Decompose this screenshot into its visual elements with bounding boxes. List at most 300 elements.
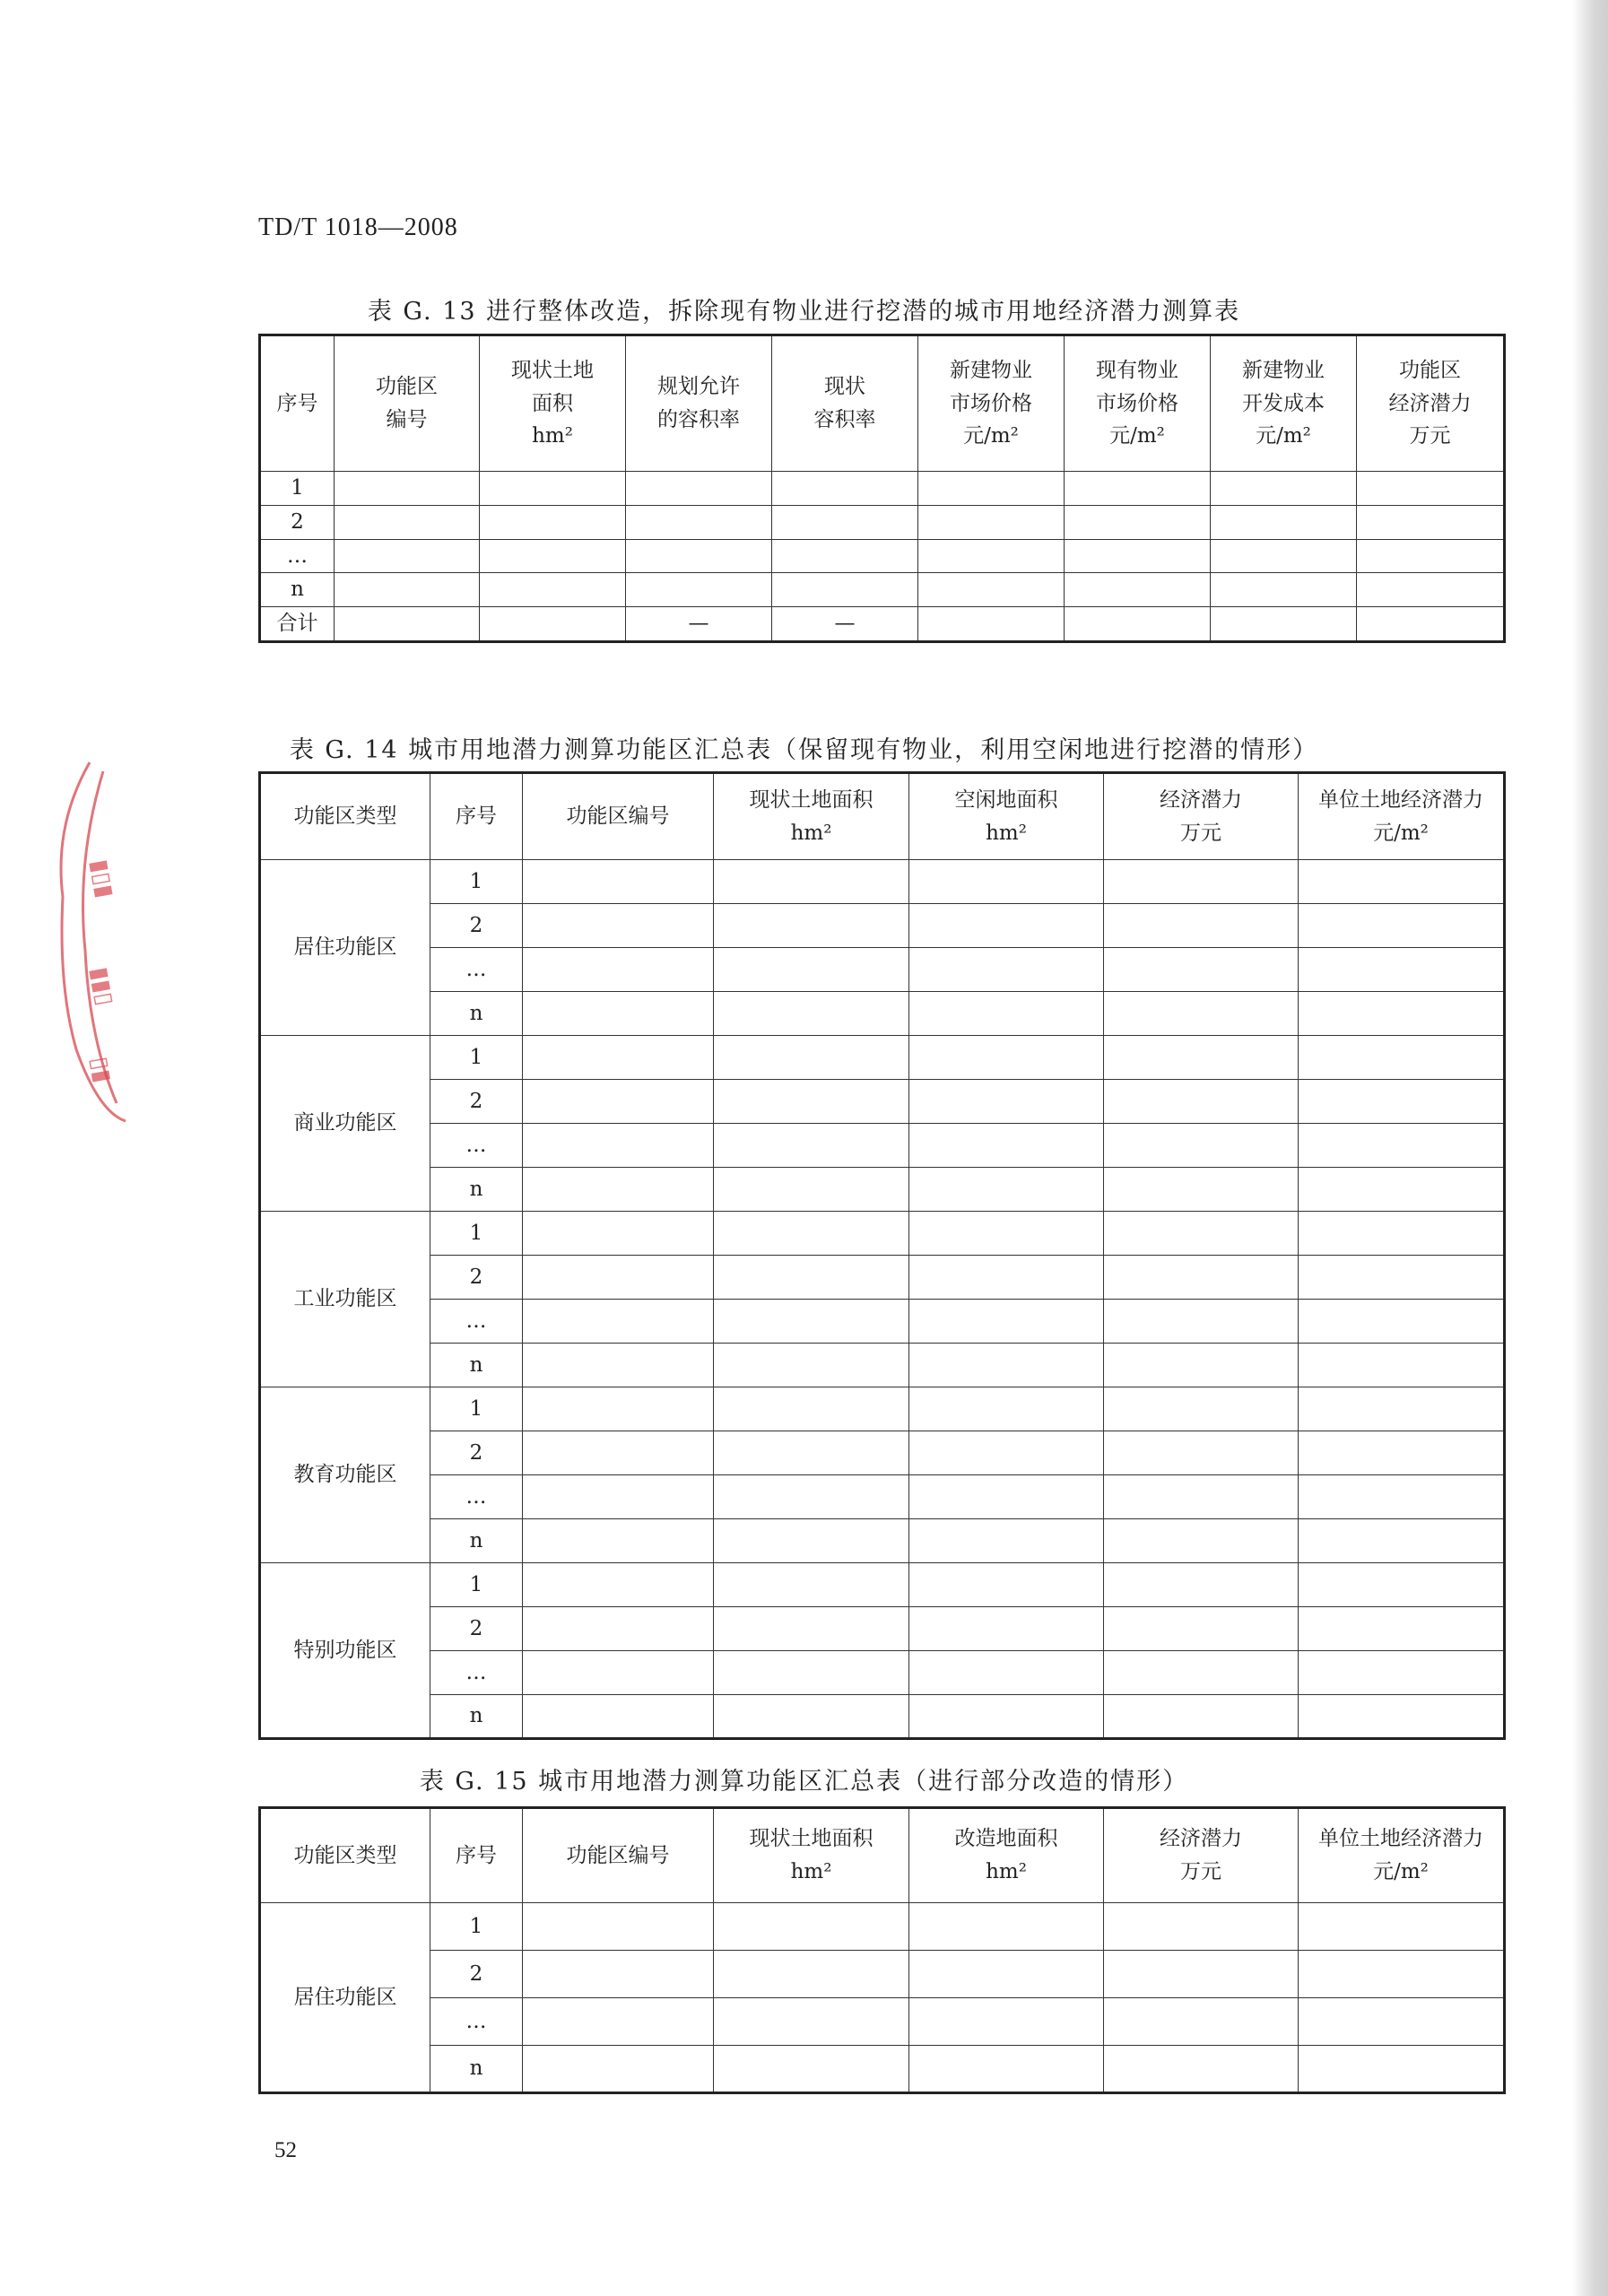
column-header-line: 经济潜力 — [1160, 1827, 1242, 1851]
table-row — [260, 1951, 1505, 1998]
empty-cell — [1104, 1387, 1299, 1431]
empty-cell — [1299, 1998, 1505, 2046]
table-g14-caption: 表 G. 14 城市用地潜力测算功能区汇总表（保留现有物业，利用空闲地进行挖潜的情形） — [289, 736, 1319, 764]
zone-type-label: 居住功能区 — [260, 860, 430, 1036]
empty-cell — [1299, 1124, 1505, 1168]
zone-type-label: 教育功能区 — [260, 1387, 430, 1563]
empty-cell — [1104, 1695, 1299, 1739]
column-header — [260, 773, 430, 860]
table-row — [260, 1344, 1505, 1387]
empty-cell — [523, 948, 714, 992]
table-row — [260, 1124, 1505, 1168]
row-number: n — [430, 2046, 523, 2093]
empty-cell — [1299, 1563, 1505, 1607]
column-header-line: hm² — [986, 821, 1027, 845]
column-header-line: 市场价格 — [950, 391, 1032, 415]
row-number: 1 — [430, 1212, 523, 1256]
page-number: 52 — [274, 2138, 297, 2162]
empty-cell — [714, 2046, 909, 2093]
empty-cell — [909, 1080, 1104, 1124]
empty-cell — [1299, 1475, 1505, 1519]
table-row — [260, 1475, 1505, 1519]
column-header-line: 功能区类型 — [293, 1843, 397, 1867]
table-row — [260, 539, 1505, 573]
row-number: n — [260, 573, 335, 607]
svg-text:▮▯▮: ▮▯▮ — [85, 857, 119, 900]
empty-cell — [335, 573, 480, 607]
row-number: … — [430, 1998, 523, 2046]
empty-cell — [1299, 1387, 1505, 1431]
empty-cell — [626, 505, 772, 539]
empty-cell — [909, 948, 1104, 992]
empty-cell — [1357, 539, 1505, 573]
column-header-line: 现状土地面积 — [749, 1827, 874, 1851]
empty-cell — [1104, 904, 1299, 948]
empty-cell — [918, 539, 1065, 573]
not-applicable-dash: — — [626, 607, 772, 642]
empty-cell — [1211, 472, 1357, 506]
empty-cell — [714, 1080, 909, 1124]
empty-cell — [909, 904, 1104, 948]
empty-cell — [1299, 1695, 1505, 1739]
row-number: 2 — [260, 505, 335, 539]
empty-cell — [1104, 1431, 1299, 1475]
row-number: 2 — [430, 1951, 523, 1998]
row-number: … — [430, 1124, 523, 1168]
table-g13-header — [260, 335, 1505, 472]
empty-cell — [714, 1998, 909, 2046]
empty-cell — [1357, 607, 1505, 642]
column-header-line: 现状土地 — [511, 358, 594, 382]
empty-cell — [523, 1998, 714, 2046]
empty-cell — [1104, 1607, 1299, 1651]
empty-cell — [523, 1695, 714, 1739]
table-row — [260, 860, 1505, 904]
empty-cell — [1299, 1036, 1505, 1080]
empty-cell — [909, 1695, 1104, 1739]
column-header — [626, 335, 772, 472]
empty-cell — [523, 1951, 714, 1998]
empty-cell — [523, 1651, 714, 1695]
empty-cell — [909, 1256, 1104, 1300]
table-row — [260, 1903, 1505, 1951]
column-header-line: hm² — [790, 821, 832, 845]
empty-cell — [523, 1387, 714, 1431]
empty-cell — [1299, 1344, 1505, 1387]
empty-cell — [523, 1036, 714, 1080]
empty-cell — [714, 1387, 909, 1431]
empty-cell — [480, 539, 626, 573]
empty-cell — [523, 904, 714, 948]
empty-cell — [909, 1903, 1104, 1951]
empty-cell — [523, 1903, 714, 1951]
empty-cell — [918, 505, 1065, 539]
standard-code: TD/T 1018—2008 — [258, 213, 458, 241]
zone-type-label: 工业功能区 — [260, 1212, 430, 1387]
row-number: 1 — [430, 1563, 523, 1607]
row-number: … — [430, 1651, 523, 1695]
row-number: n — [430, 1344, 523, 1387]
table-row — [260, 1168, 1505, 1212]
row-number: 2 — [430, 904, 523, 948]
column-header-line: 单位土地经济潜力 — [1318, 1827, 1483, 1851]
svg-text:▮▮▯: ▮▮▯ — [85, 965, 119, 1008]
column-header-line: 元/m² — [963, 424, 1019, 448]
empty-cell — [523, 1300, 714, 1344]
empty-cell — [1104, 1036, 1299, 1080]
column-header-line: 经济潜力 — [1160, 787, 1242, 812]
column-header-line: 功能区编号 — [566, 1843, 670, 1867]
column-header-line: 新建物业 — [950, 358, 1032, 382]
empty-cell — [714, 1124, 909, 1168]
row-number: n — [430, 1519, 523, 1563]
row-number: 1 — [260, 472, 335, 506]
row-number: … — [260, 539, 335, 573]
empty-cell — [909, 1344, 1104, 1387]
table-g14-header — [260, 773, 1505, 860]
empty-cell — [772, 539, 918, 573]
column-header-line: 的容积率 — [657, 408, 740, 431]
empty-cell — [1299, 1080, 1505, 1124]
column-header-line: 万元 — [1180, 821, 1221, 845]
svg-text:▯▮: ▯▮ — [85, 1055, 117, 1085]
empty-cell — [1104, 1256, 1299, 1300]
empty-cell — [714, 1903, 909, 1951]
empty-cell — [1299, 860, 1505, 904]
empty-cell — [1299, 1519, 1505, 1563]
empty-cell — [335, 472, 480, 506]
table-g14 — [258, 771, 1506, 1740]
column-header-line: 序号 — [456, 1843, 497, 1867]
empty-cell — [909, 1168, 1104, 1212]
table-g15 — [258, 1806, 1506, 2094]
empty-cell — [626, 573, 772, 607]
empty-cell — [1299, 904, 1505, 948]
column-header-line: 经济潜力 — [1388, 391, 1472, 415]
empty-cell — [1299, 1300, 1505, 1344]
column-header — [260, 335, 335, 472]
empty-cell — [909, 1475, 1104, 1519]
empty-cell — [714, 1951, 909, 1998]
empty-cell — [480, 505, 626, 539]
empty-cell — [1104, 1998, 1299, 2046]
empty-cell — [1104, 1212, 1299, 1256]
column-header — [430, 773, 523, 860]
not-applicable-dash: — — [772, 607, 918, 642]
zone-type-label: 商业功能区 — [260, 1036, 430, 1212]
table-row — [260, 904, 1505, 948]
empty-cell — [523, 860, 714, 904]
empty-cell — [714, 1036, 909, 1080]
empty-cell — [1065, 607, 1211, 642]
empty-cell — [909, 1563, 1104, 1607]
empty-cell — [523, 1212, 714, 1256]
table-g13 — [258, 334, 1506, 643]
empty-cell — [909, 992, 1104, 1036]
empty-cell — [909, 2046, 1104, 2093]
column-header-line: 新建物业 — [1242, 358, 1325, 382]
table-row — [260, 948, 1505, 992]
column-header — [1357, 335, 1505, 472]
column-header-line: 空闲地面积 — [954, 787, 1058, 812]
empty-cell — [335, 607, 480, 642]
empty-cell — [523, 1519, 714, 1563]
empty-cell — [1104, 1951, 1299, 1998]
column-header-line: hm² — [532, 424, 573, 448]
empty-cell — [1299, 2046, 1505, 2093]
empty-cell — [523, 1563, 714, 1607]
empty-cell — [714, 1344, 909, 1387]
empty-cell — [480, 472, 626, 506]
table-g13-caption: 表 G. 13 进行整体改造，拆除现有物业进行挖潜的城市用地经济潜力测算表 — [367, 298, 1241, 326]
table-row — [260, 1519, 1505, 1563]
table-row — [260, 2046, 1505, 2093]
empty-cell — [1065, 472, 1211, 506]
empty-cell — [714, 1431, 909, 1475]
table-row — [260, 1387, 1505, 1431]
column-header-line: 市场价格 — [1096, 391, 1178, 415]
column-header-line: 改造地面积 — [954, 1827, 1058, 1851]
empty-cell — [523, 1168, 714, 1212]
column-header-line: 功能区 — [1399, 358, 1461, 382]
empty-cell — [918, 573, 1065, 607]
table-row — [260, 1431, 1505, 1475]
empty-cell — [714, 1475, 909, 1519]
column-header — [260, 1808, 430, 1903]
empty-cell — [1299, 1256, 1505, 1300]
column-header-line: 功能区类型 — [293, 804, 397, 829]
empty-cell — [909, 1300, 1104, 1344]
column-header-line: 容积率 — [813, 408, 876, 431]
empty-cell — [1357, 573, 1505, 607]
empty-cell — [714, 1519, 909, 1563]
column-header-line: 元/m² — [1373, 1860, 1429, 1883]
empty-cell — [1299, 1607, 1505, 1651]
column-header — [430, 1808, 523, 1903]
table-row — [260, 1607, 1505, 1651]
empty-cell — [523, 1607, 714, 1651]
empty-cell — [714, 860, 909, 904]
table-row — [260, 992, 1505, 1036]
table-row — [260, 1300, 1505, 1344]
row-number: 1 — [430, 1903, 523, 1951]
empty-cell — [909, 1951, 1104, 1998]
row-number: n — [430, 1695, 523, 1739]
row-number: 2 — [430, 1080, 523, 1124]
column-header — [909, 1808, 1104, 1903]
table-row — [260, 1998, 1505, 2046]
column-header — [1104, 773, 1299, 860]
row-number: 2 — [430, 1607, 523, 1651]
empty-cell — [1104, 2046, 1299, 2093]
column-header-line: hm² — [986, 1860, 1027, 1883]
table-row — [260, 1080, 1505, 1124]
empty-cell — [714, 1256, 909, 1300]
row-number: 1 — [430, 1036, 523, 1080]
empty-cell — [1104, 1903, 1299, 1951]
empty-cell — [714, 1212, 909, 1256]
column-header — [335, 335, 480, 472]
empty-cell — [523, 1344, 714, 1387]
empty-cell — [523, 2046, 714, 2093]
empty-cell — [1299, 1431, 1505, 1475]
row-number: n — [430, 1168, 523, 1212]
column-header-line: 规划允许 — [657, 375, 740, 399]
table-g13-body — [260, 472, 1505, 642]
column-header — [1299, 1808, 1505, 1903]
column-header-line: hm² — [790, 1860, 832, 1883]
column-header — [714, 1808, 909, 1903]
empty-cell — [1104, 1519, 1299, 1563]
empty-cell — [714, 1651, 909, 1695]
empty-cell — [918, 472, 1065, 506]
empty-cell — [1357, 472, 1505, 506]
column-header — [1065, 335, 1211, 472]
column-header-line: 现状土地面积 — [749, 787, 874, 812]
column-header — [909, 773, 1104, 860]
column-header — [1104, 1808, 1299, 1903]
empty-cell — [714, 1563, 909, 1607]
empty-cell — [909, 1124, 1104, 1168]
column-header-line: 现状 — [824, 375, 865, 399]
empty-cell — [1104, 1124, 1299, 1168]
empty-cell — [1104, 992, 1299, 1036]
row-number: 1 — [430, 860, 523, 904]
column-header-line: 万元 — [1180, 1860, 1221, 1883]
table-row — [260, 573, 1505, 607]
column-header — [480, 335, 626, 472]
empty-cell — [1104, 1475, 1299, 1519]
empty-cell — [1104, 1080, 1299, 1124]
empty-cell — [909, 1519, 1104, 1563]
empty-cell — [1211, 607, 1357, 642]
table-row — [260, 1651, 1505, 1695]
empty-cell — [1299, 992, 1505, 1036]
empty-cell — [1211, 505, 1357, 539]
column-header-line: 功能区 — [376, 375, 438, 399]
empty-cell — [772, 573, 918, 607]
empty-cell — [1299, 1951, 1505, 1998]
column-header-line: 元/m² — [1373, 821, 1429, 845]
empty-cell — [480, 607, 626, 642]
empty-cell — [1299, 1903, 1505, 1951]
column-header-line: 面积 — [532, 391, 573, 415]
empty-cell — [714, 904, 909, 948]
empty-cell — [1104, 1344, 1299, 1387]
empty-cell — [909, 1607, 1104, 1651]
row-number: … — [430, 1475, 523, 1519]
empty-cell — [1299, 948, 1505, 992]
zone-type-label: 特别功能区 — [260, 1563, 430, 1739]
table-g15-body — [260, 1903, 1505, 2093]
empty-cell — [714, 992, 909, 1036]
column-header-line: 功能区编号 — [566, 804, 670, 829]
table-g14-body — [260, 860, 1505, 1739]
table-row — [260, 472, 1505, 506]
row-number: 1 — [430, 1387, 523, 1431]
column-header — [918, 335, 1065, 472]
empty-cell — [772, 505, 918, 539]
column-header-line: 单位土地经济潜力 — [1318, 787, 1483, 812]
table-g15-header — [260, 1808, 1505, 1903]
empty-cell — [523, 1124, 714, 1168]
column-header-line: 编号 — [386, 408, 428, 431]
empty-cell — [918, 607, 1065, 642]
empty-cell — [714, 1695, 909, 1739]
empty-cell — [1065, 539, 1211, 573]
zone-type-label: 居住功能区 — [260, 1903, 430, 2093]
column-header-line: 开发成本 — [1242, 391, 1325, 415]
red-seal-stamp — [36, 753, 135, 1130]
empty-cell — [523, 1431, 714, 1475]
empty-cell — [1299, 1168, 1505, 1212]
column-header-line: 元/m² — [1109, 424, 1165, 448]
column-header — [1299, 773, 1505, 860]
empty-cell — [626, 539, 772, 573]
empty-cell — [1299, 1212, 1505, 1256]
column-header — [772, 335, 918, 472]
empty-cell — [1357, 505, 1505, 539]
scan-edge-shadow — [1572, 0, 1608, 2296]
empty-cell — [909, 1212, 1104, 1256]
empty-cell — [335, 505, 480, 539]
total-row — [260, 607, 1505, 642]
row-number: … — [430, 948, 523, 992]
table-row — [260, 1256, 1505, 1300]
empty-cell — [1211, 539, 1357, 573]
table-row — [260, 1036, 1505, 1080]
row-number: 2 — [430, 1256, 523, 1300]
empty-cell — [1104, 948, 1299, 992]
empty-cell — [523, 1080, 714, 1124]
column-header-line: 元/m² — [1256, 424, 1311, 448]
empty-cell — [909, 1387, 1104, 1431]
empty-cell — [1299, 1651, 1505, 1695]
empty-cell — [1104, 1300, 1299, 1344]
empty-cell — [772, 472, 918, 506]
empty-cell — [909, 860, 1104, 904]
empty-cell — [335, 539, 480, 573]
empty-cell — [523, 1475, 714, 1519]
empty-cell — [714, 1607, 909, 1651]
empty-cell — [714, 1300, 909, 1344]
empty-cell — [523, 1256, 714, 1300]
row-number: n — [430, 992, 523, 1036]
empty-cell — [909, 1431, 1104, 1475]
row-number: … — [430, 1300, 523, 1344]
empty-cell — [1104, 1563, 1299, 1607]
column-header — [523, 773, 714, 860]
column-header — [714, 773, 909, 860]
column-header-line: 序号 — [276, 391, 318, 415]
empty-cell — [714, 948, 909, 992]
total-label: 合计 — [260, 607, 335, 642]
table-row — [260, 1695, 1505, 1739]
empty-cell — [909, 1651, 1104, 1695]
empty-cell — [909, 1036, 1104, 1080]
row-number: 2 — [430, 1431, 523, 1475]
empty-cell — [909, 1998, 1104, 2046]
column-header-line: 万元 — [1409, 424, 1451, 448]
column-header — [523, 1808, 714, 1903]
empty-cell — [523, 992, 714, 1036]
table-row — [260, 505, 1505, 539]
column-header-line: 序号 — [456, 804, 497, 829]
column-header — [1211, 335, 1357, 472]
empty-cell — [714, 1168, 909, 1212]
empty-cell — [1065, 573, 1211, 607]
empty-cell — [1104, 1168, 1299, 1212]
